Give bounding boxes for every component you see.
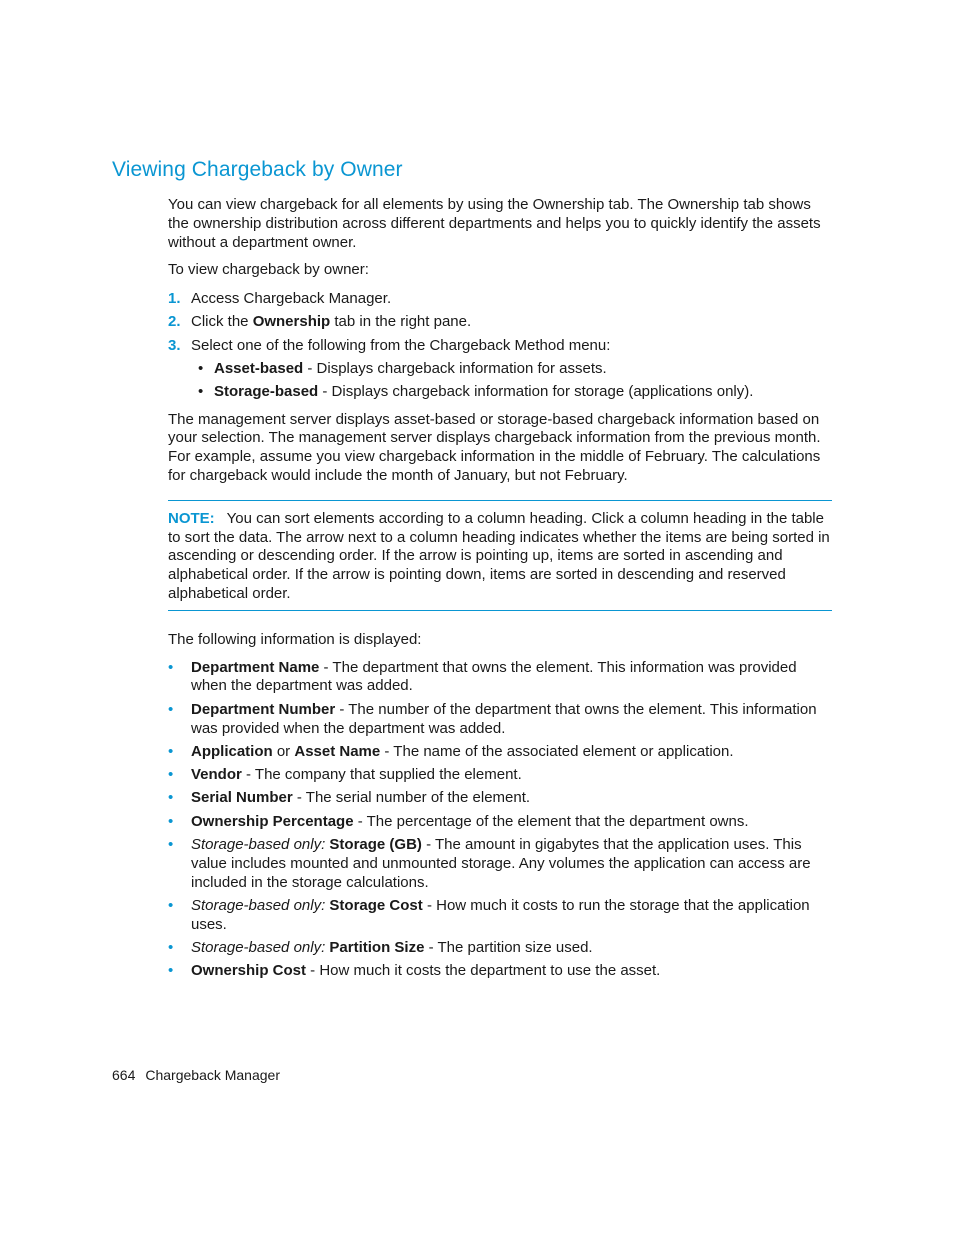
info-prefix: Storage-based only:: [191, 836, 330, 854]
bullet-icon: •: [168, 812, 174, 830]
info-term: Vendor: [191, 766, 242, 784]
bullet-icon: •: [168, 658, 174, 676]
method-item: [191, 360, 832, 379]
bullet-icon: •: [168, 766, 174, 784]
info-prefix: Storage-based only:: [191, 939, 330, 956]
intro-paragraph: You can view chargeback for all elements by using the Ownership tab. The Ownership tab shows the ownership distribution across different departments and helps you to quickly identify the assets without a department owner.: [168, 196, 821, 251]
to-view-paragraph: To view chargeback by owner:: [168, 261, 369, 279]
step-number: 3.: [168, 336, 181, 354]
info-item: [168, 962, 832, 981]
step-number: 1.: [168, 290, 181, 308]
info-desc: - The company that supplied the element.: [241, 766, 522, 784]
method-list: [191, 360, 832, 402]
result-paragraph: The management server displays asset-based or storage-based chargeback information based on your selection. The management server displays chargeback information from the previous month. For example, assume you view chargeback information in the middle of February. The calculations for chargeback would include the month of January, but not February.: [168, 410, 821, 485]
bullet-icon: •: [168, 939, 174, 956]
info-item: [168, 813, 832, 832]
info-term: Serial Number: [191, 789, 293, 807]
note-box: [168, 500, 832, 611]
info-list: [168, 659, 832, 981]
info-item: [168, 743, 832, 762]
bullet-icon: •: [168, 836, 174, 854]
steps-list: [168, 290, 832, 401]
section-body: [168, 196, 832, 986]
step-bold: Ownership: [252, 313, 331, 331]
bullet-icon: •: [168, 789, 174, 807]
info-desc: - The name of the associated element or application.: [380, 742, 734, 760]
info-desc: - The department that owns the element. This information was provided when the department was added.: [191, 658, 797, 695]
step-text: tab in the right pane.: [330, 313, 472, 331]
note-text: You can sort elements according to a column heading. Click a column heading in the table to sort the data. The arrow next to a column heading indicates whether the items are being sorted in ascending or descending order. If the arrow is pointing up, items are sorted in ascending and alphabetical order. If the arrow is pointing down, items are sorted in descending and reserved alphabetical order.: [168, 509, 830, 603]
section-heading: Viewing Chargeback by Owner: [112, 158, 403, 181]
step-item: [168, 337, 832, 402]
info-desc: - The number of the department that owns the element. This information was provided when the department was added.: [191, 700, 817, 737]
info-item: [168, 939, 832, 958]
info-desc: - The percentage of the element that the department owns.: [353, 812, 749, 830]
bullet-icon: •: [198, 359, 204, 377]
info-term: Storage Cost: [329, 896, 423, 914]
step-item: [168, 290, 832, 309]
step-number: 2.: [168, 313, 181, 331]
info-term: Application: [191, 742, 273, 760]
method-item: [191, 383, 832, 402]
method-name: Asset-based: [214, 359, 304, 377]
info-desc: - How much it costs the department to use the asset.: [306, 962, 661, 980]
info-desc: - The partition size used.: [424, 939, 593, 956]
bullet-icon: •: [198, 382, 204, 400]
info-term: Storage (GB): [329, 836, 422, 854]
info-term: Ownership Percentage: [191, 812, 354, 830]
info-item: [168, 897, 832, 935]
info-term: Department Name: [191, 658, 320, 676]
info-item: [168, 789, 832, 808]
info-term: Partition Size: [329, 939, 425, 956]
info-term2: Asset Name: [294, 742, 381, 760]
page-number: 664: [112, 1067, 136, 1083]
footer-title: Chargeback Manager: [145, 1067, 280, 1083]
info-item: [168, 701, 832, 739]
following-paragraph: The following information is displayed:: [168, 630, 422, 648]
step-text: Select one of the following from the Chargeback Method menu:: [191, 336, 611, 354]
bullet-icon: •: [168, 700, 174, 718]
bullet-icon: •: [168, 896, 174, 914]
info-desc: - The amount in gigabytes that the application uses. This value includes mounted and unmounted storage. Any volumes the application can access are included in the storage calculations.: [191, 836, 811, 891]
info-term: Ownership Cost: [191, 962, 307, 980]
bullet-icon: •: [168, 742, 174, 760]
info-item: [168, 766, 832, 785]
method-desc: - Displays chargeback information for assets.: [303, 359, 607, 377]
step-item: [168, 313, 832, 332]
note-label: NOTE:: [168, 509, 215, 527]
method-desc: - Displays chargeback information for storage (applications only).: [318, 382, 754, 400]
page-footer: [112, 1067, 280, 1083]
info-desc: - How much it costs to run the storage that the application uses.: [191, 896, 810, 933]
step-text: Click the: [191, 313, 253, 331]
info-desc: - The serial number of the element.: [292, 789, 531, 807]
method-name: Storage-based: [214, 382, 319, 400]
info-prefix: Storage-based only:: [191, 896, 330, 914]
step-text: Access Chargeback Manager.: [191, 290, 392, 308]
info-mid: or: [272, 742, 295, 760]
bullet-icon: •: [168, 962, 174, 980]
info-term: Department Number: [191, 700, 336, 718]
info-item: [168, 836, 832, 892]
info-item: [168, 659, 832, 697]
